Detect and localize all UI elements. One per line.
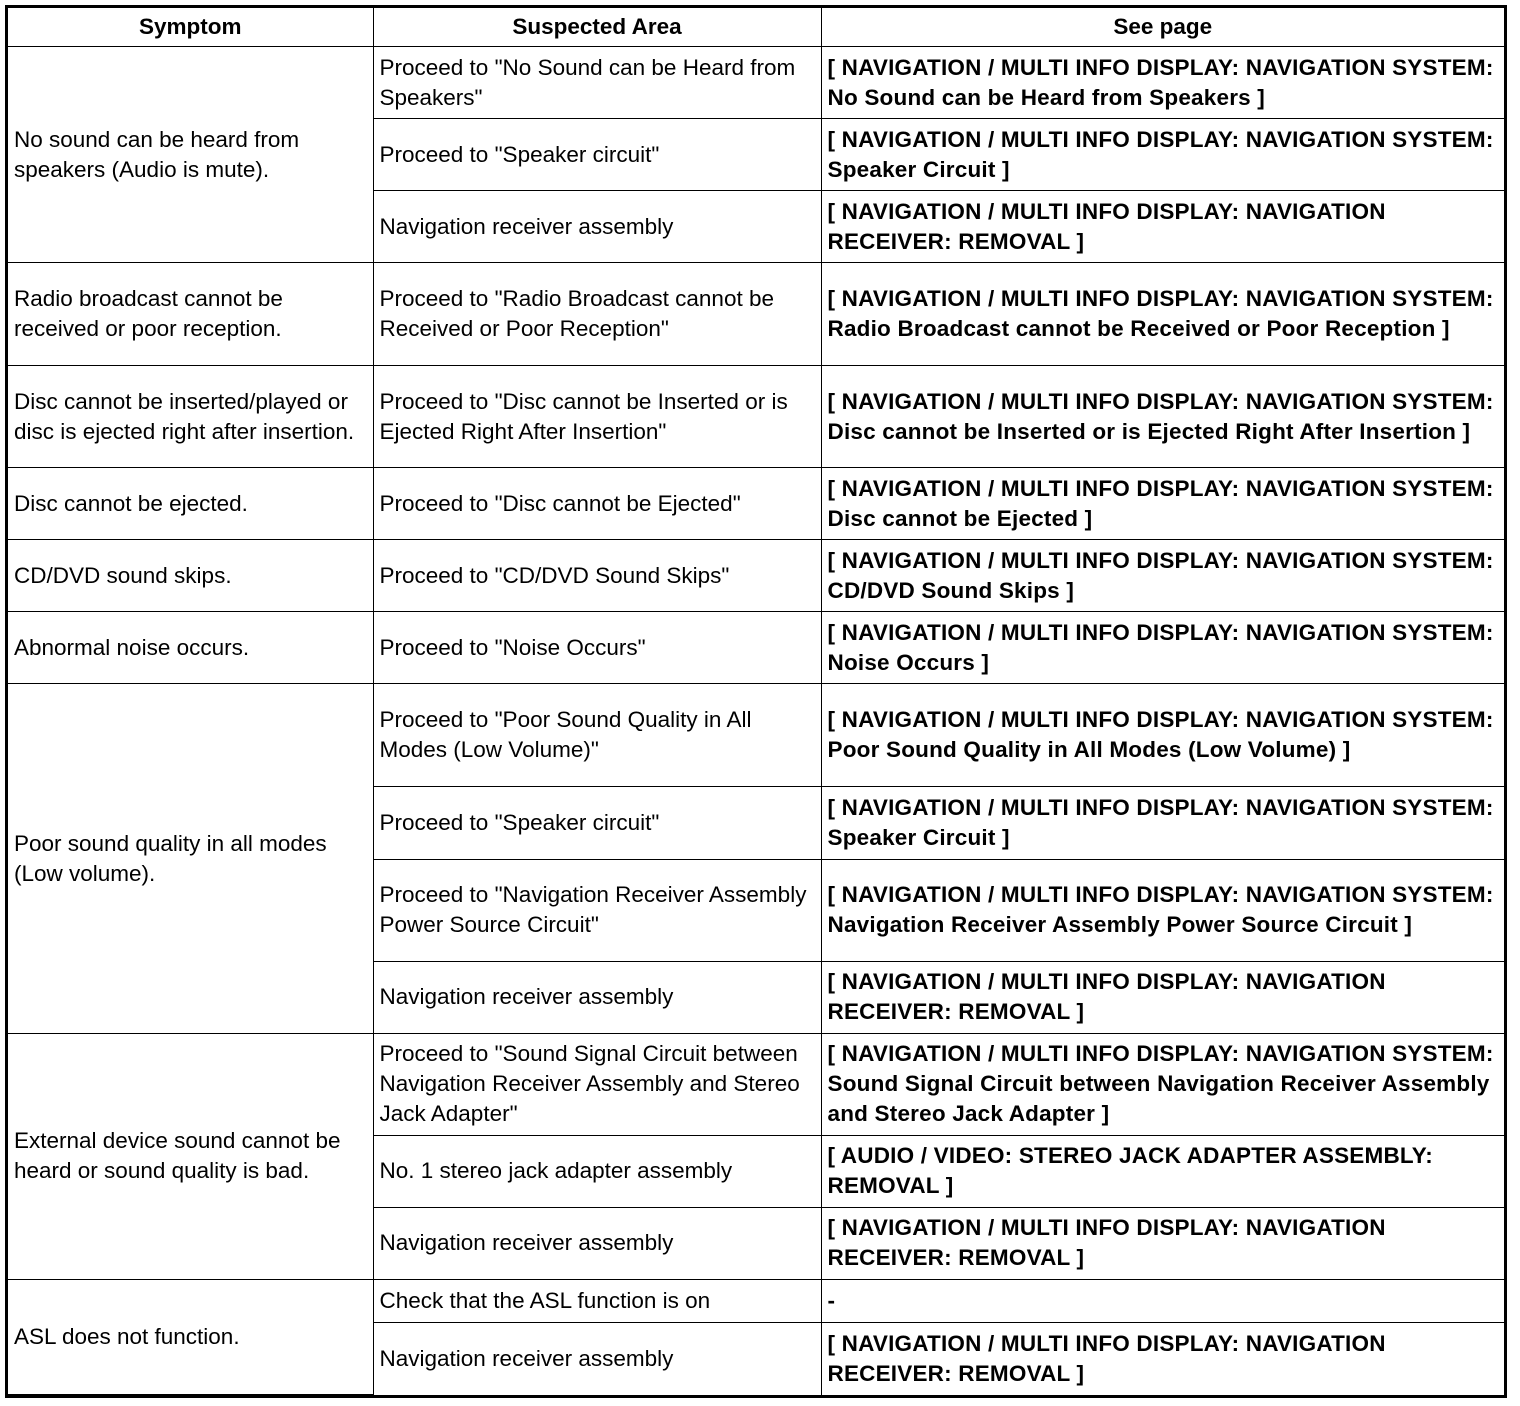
suspected-area-cell: Proceed to "Disc cannot be Ejected"	[373, 468, 821, 540]
see-page-link[interactable]: [ NAVIGATION / MULTI INFO DISPLAY: NAVIGATION SYSTEM: Poor Sound Quality in All Modes (Low Volume) ]	[821, 684, 1504, 787]
table-row	[8, 468, 1504, 540]
suspected-area-cell: Proceed to "Disc cannot be Inserted or is Ejected Right After Insertion"	[373, 366, 821, 468]
suspected-area-cell: Navigation receiver assembly	[373, 1207, 821, 1279]
table-row	[8, 1033, 1504, 1135]
symptom-cell: Abnormal noise occurs.	[8, 612, 373, 684]
see-page-link[interactable]: [ AUDIO / VIDEO: STEREO JACK ADAPTER ASSEMBLY: REMOVAL ]	[821, 1135, 1504, 1207]
see-page-link[interactable]: [ NAVIGATION / MULTI INFO DISPLAY: NAVIGATION SYSTEM: Radio Broadcast cannot be Received or Poor Reception ]	[821, 263, 1504, 366]
troubleshooting-table	[8, 8, 1504, 1395]
suspected-area-cell: Navigation receiver assembly	[373, 1322, 821, 1394]
see-page-link[interactable]: [ NAVIGATION / MULTI INFO DISPLAY: NAVIGATION RECEIVER: REMOVAL ]	[821, 1322, 1504, 1394]
suspected-area-cell: Navigation receiver assembly	[373, 961, 821, 1033]
table-row	[8, 1279, 1504, 1322]
see-page-link[interactable]: [ NAVIGATION / MULTI INFO DISPLAY: NAVIGATION RECEIVER: REMOVAL ]	[821, 191, 1504, 263]
suspected-area-cell: Proceed to "CD/DVD Sound Skips"	[373, 540, 821, 612]
see-page-link[interactable]: [ NAVIGATION / MULTI INFO DISPLAY: NAVIGATION RECEIVER: REMOVAL ]	[821, 961, 1504, 1033]
table-row	[8, 366, 1504, 468]
see-page-link[interactable]: [ NAVIGATION / MULTI INFO DISPLAY: NAVIGATION SYSTEM: Navigation Receiver Assembly Power Source Circuit ]	[821, 859, 1504, 961]
header-row	[8, 8, 1504, 47]
table-row	[8, 684, 1504, 787]
suspected-area-cell: Proceed to "Poor Sound Quality in All Modes (Low Volume)"	[373, 684, 821, 787]
troubleshooting-table-container	[5, 5, 1507, 1398]
suspected-area-cell: Proceed to "Sound Signal Circuit between Navigation Receiver Assembly and Stereo Jack Adapter"	[373, 1033, 821, 1135]
symptom-cell: Disc cannot be ejected.	[8, 468, 373, 540]
see-page-link[interactable]: [ NAVIGATION / MULTI INFO DISPLAY: NAVIGATION SYSTEM: Speaker Circuit ]	[821, 119, 1504, 191]
see-page-link[interactable]: [ NAVIGATION / MULTI INFO DISPLAY: NAVIGATION SYSTEM: No Sound can be Heard from Speakers ]	[821, 47, 1504, 119]
header-see-page: See page	[821, 8, 1504, 47]
symptom-cell: CD/DVD sound skips.	[8, 540, 373, 612]
see-page-link[interactable]: [ NAVIGATION / MULTI INFO DISPLAY: NAVIGATION SYSTEM: Noise Occurs ]	[821, 612, 1504, 684]
suspected-area-cell: Navigation receiver assembly	[373, 191, 821, 263]
see-page-link[interactable]: [ NAVIGATION / MULTI INFO DISPLAY: NAVIGATION SYSTEM: CD/DVD Sound Skips ]	[821, 540, 1504, 612]
header-symptom: Symptom	[8, 8, 373, 47]
symptom-cell: Poor sound quality in all modes (Low volume).	[8, 684, 373, 1033]
see-page-link[interactable]: [ NAVIGATION / MULTI INFO DISPLAY: NAVIGATION SYSTEM: Sound Signal Circuit between Navigation Receiver Assembly and Stereo Jack Adapter ]	[821, 1033, 1504, 1135]
see-page-link[interactable]: [ NAVIGATION / MULTI INFO DISPLAY: NAVIGATION SYSTEM: Disc cannot be Inserted or is Ejected Right After Insertion ]	[821, 366, 1504, 468]
suspected-area-cell: No. 1 stereo jack adapter assembly	[373, 1135, 821, 1207]
see-page-link[interactable]: [ NAVIGATION / MULTI INFO DISPLAY: NAVIGATION SYSTEM: Speaker Circuit ]	[821, 787, 1504, 859]
symptom-cell: External device sound cannot be heard or sound quality is bad.	[8, 1033, 373, 1279]
suspected-area-cell: Proceed to "Speaker circuit"	[373, 787, 821, 859]
suspected-area-cell: Proceed to "No Sound can be Heard from Speakers"	[373, 47, 821, 119]
see-page-link[interactable]: [ NAVIGATION / MULTI INFO DISPLAY: NAVIGATION SYSTEM: Disc cannot be Ejected ]	[821, 468, 1504, 540]
symptom-cell: ASL does not function.	[8, 1279, 373, 1394]
suspected-area-cell: Proceed to "Navigation Receiver Assembly Power Source Circuit"	[373, 859, 821, 961]
table-row	[8, 540, 1504, 612]
suspected-area-cell: Proceed to "Noise Occurs"	[373, 612, 821, 684]
header-suspected-area: Suspected Area	[373, 8, 821, 47]
table-row	[8, 47, 1504, 119]
table-row	[8, 612, 1504, 684]
symptom-cell: Radio broadcast cannot be received or poor reception.	[8, 263, 373, 366]
symptom-cell: No sound can be heard from speakers (Audio is mute).	[8, 47, 373, 263]
suspected-area-cell: Proceed to "Speaker circuit"	[373, 119, 821, 191]
table-row	[8, 263, 1504, 366]
see-page-link[interactable]: -	[821, 1279, 1504, 1322]
suspected-area-cell: Check that the ASL function is on	[373, 1279, 821, 1322]
see-page-link[interactable]: [ NAVIGATION / MULTI INFO DISPLAY: NAVIGATION RECEIVER: REMOVAL ]	[821, 1207, 1504, 1279]
symptom-cell: Disc cannot be inserted/played or disc is ejected right after insertion.	[8, 366, 373, 468]
suspected-area-cell: Proceed to "Radio Broadcast cannot be Received or Poor Reception"	[373, 263, 821, 366]
